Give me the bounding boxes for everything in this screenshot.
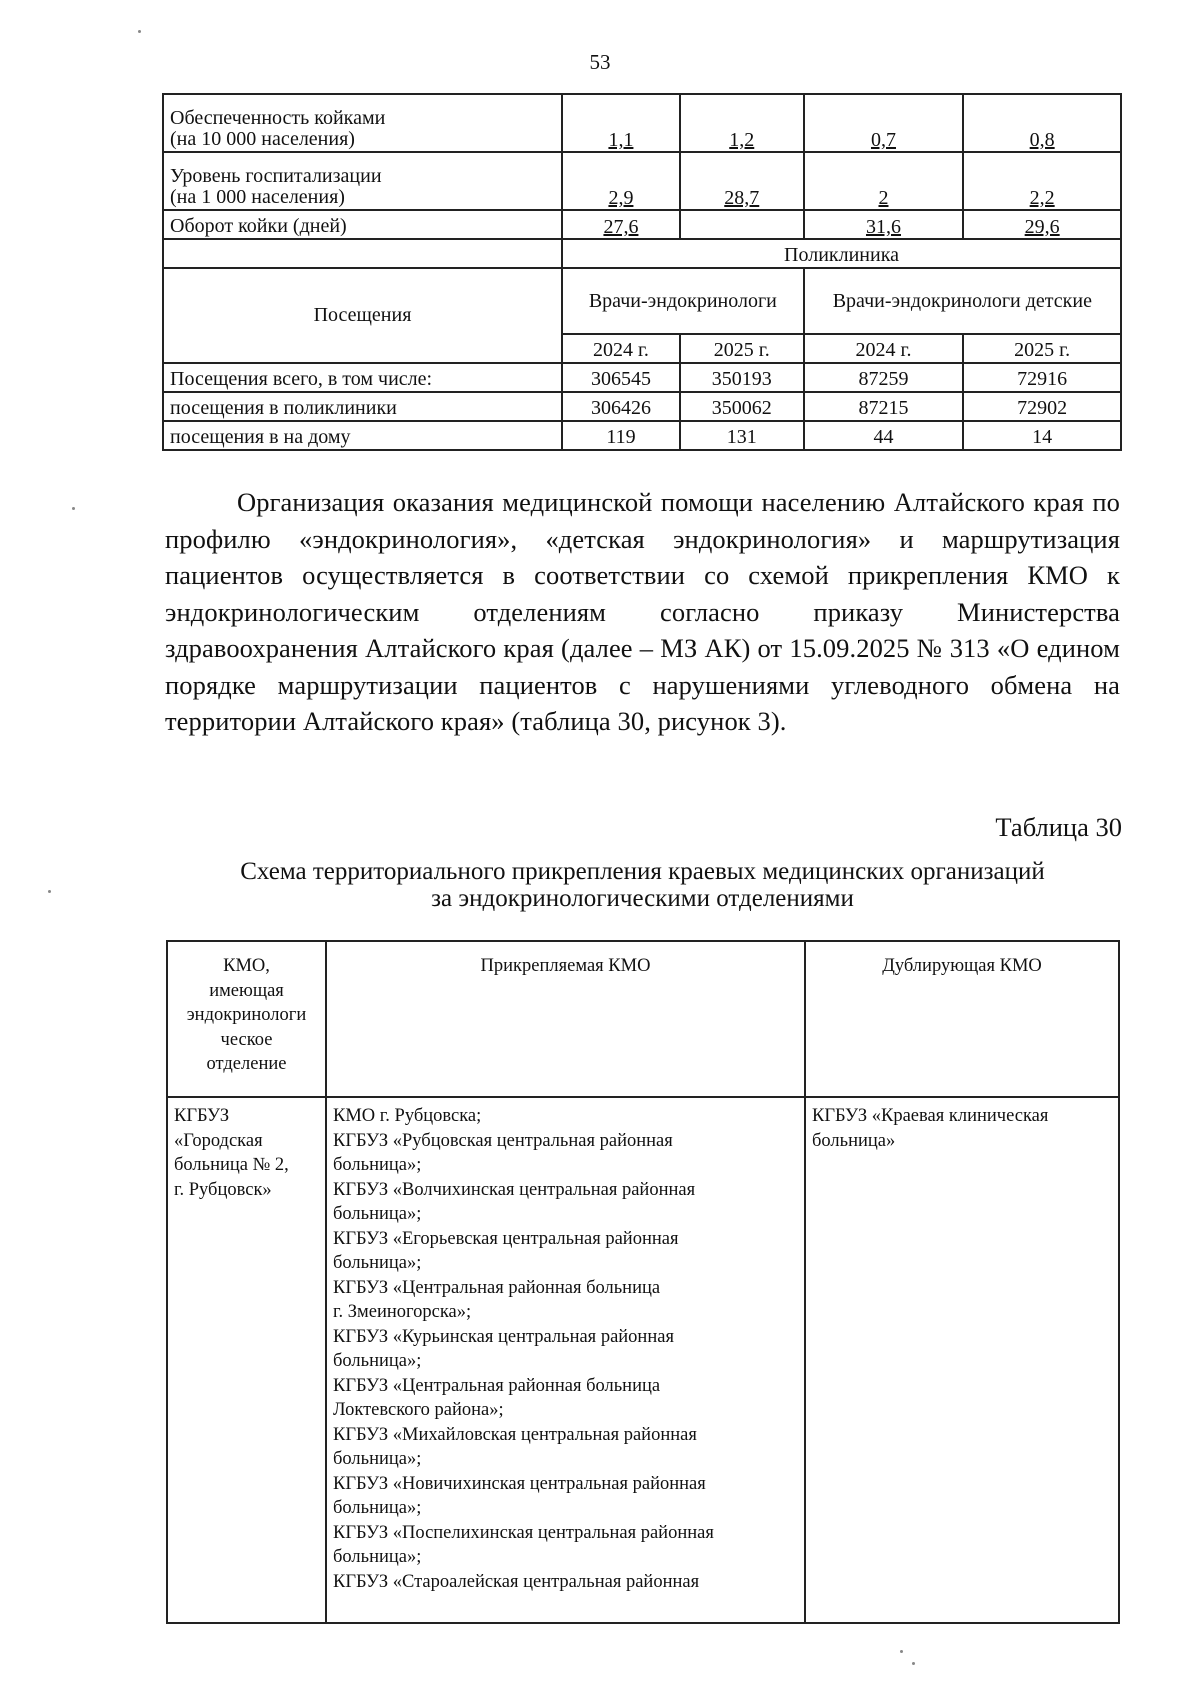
list-item: КГБУЗ «Центральная районная больница (333, 1277, 661, 1298)
table-cell: 0,8 (963, 94, 1121, 152)
table-cell (680, 210, 804, 239)
row-label: Уровень госпитализации (на 1 000 населения) (163, 152, 562, 210)
list-item: больница»; (333, 1253, 422, 1273)
table-cell: 72902 (963, 392, 1121, 421)
attached-cell (326, 1097, 805, 1623)
row-label: Посещения всего, в том числе: (163, 363, 562, 392)
table-cell: 306426 (562, 392, 680, 421)
table-cell: 31,6 (804, 210, 964, 239)
table-title-line: за эндокринологическими отделениями (431, 885, 854, 912)
table-row (163, 421, 1121, 450)
scan-speck (912, 1662, 915, 1665)
table-row (163, 363, 1121, 392)
list-item: Локтевского района»; (333, 1400, 504, 1420)
empty-cell (163, 239, 562, 268)
year-cell: 2024 г. (562, 334, 680, 363)
scan-speck (48, 890, 51, 893)
list-item: больница»; (333, 1547, 422, 1567)
group-header: Врачи-эндокринологи (562, 268, 804, 334)
table-cell: 131 (680, 421, 804, 450)
row-label: Оборот койки (дней) (163, 210, 562, 239)
group-header: Врачи-эндокринологи детские (804, 268, 1121, 334)
header-kmo: КМО, имеющая эндокринологи ческое отделение (167, 941, 326, 1097)
list-item: КГБУЗ «Новичихинская центральная районная (333, 1473, 706, 1494)
table-cell: 1,1 (562, 94, 680, 152)
table-cell: 2,2 (963, 152, 1121, 210)
list-item: больница»; (333, 1498, 422, 1518)
table-cell: 87215 (804, 392, 964, 421)
row-label: посещения в поликлиники (163, 392, 562, 421)
list-item: КГБУЗ «Курьинская центральная районная (333, 1326, 674, 1347)
table-cell: 28,7 (680, 152, 804, 210)
attachment-table (166, 940, 1120, 1624)
list-item: больница»; (333, 1351, 422, 1371)
list-item: КГБУЗ «Егорьевская центральная районная (333, 1228, 679, 1249)
year-cell: 2025 г. (963, 334, 1121, 363)
table-cell: 2 (804, 152, 964, 210)
list-item: г. Змеиногорска»; (333, 1302, 472, 1322)
table-cell: 306545 (562, 363, 680, 392)
visits-label: Посещения (163, 268, 562, 363)
table-title-line: Схема территориального прикрепления краевых медицинских организаций (240, 858, 1045, 885)
table-cell: 29,6 (963, 210, 1121, 239)
page-number: 53 (589, 50, 611, 74)
row-label: Обеспеченность койками (на 10 000 населения) (163, 94, 562, 152)
duplicate-cell: КГБУЗ «Краевая клиническая больница» (805, 1097, 1119, 1623)
table-cell: 72916 (963, 363, 1121, 392)
section-header: Поликлиника (562, 239, 1121, 268)
table-row (163, 210, 1121, 239)
list-item: КГБУЗ «Рубцовская центральная районная (333, 1130, 673, 1151)
scan-speck (138, 30, 141, 33)
table-cell: 44 (804, 421, 964, 450)
list-item: КГБУЗ «Михайловская центральная районная (333, 1424, 697, 1445)
list-item: больница»; (333, 1155, 422, 1175)
body-paragraph: Организация оказания медицинской помощи населению Алтайского края по профилю «эндокринология», «детская эндокринология» и маршрутизация пациентов осуществляется в соответствии со схемой прикрепления КМО к эндокринологическим отделениям согласно приказу Министерства здравоохранения Алтайского края (далее – МЗ АК) от 15.09.2025 № 313 «О едином порядке маршрутизации пациентов с нарушениями углеводного обмена на территории Алтайского края» (таблица 30, рисунок 3). (165, 487, 1120, 736)
table-cell: 14 (963, 421, 1121, 450)
year-cell: 2025 г. (680, 334, 804, 363)
table-row (163, 392, 1121, 421)
table-row (163, 239, 1121, 268)
list-item: КМО г. Рубцовска; (333, 1106, 482, 1126)
list-item: КГБУЗ «Староалейская центральная районная (333, 1571, 700, 1592)
header-attached: Прикрепляемая КМО (326, 941, 805, 1097)
list-item: больница»; (333, 1449, 422, 1469)
table-row (163, 268, 1121, 334)
table-label: Таблица 30 (995, 812, 1122, 842)
table-cell: 350062 (680, 392, 804, 421)
beds-visits-table (162, 93, 1122, 451)
table-title (165, 858, 1120, 912)
list-item: больница»; (333, 1204, 422, 1224)
list-item: КГБУЗ «Центральная районная больница (333, 1375, 661, 1396)
kmo-cell: КГБУЗ «Городская больница № 2, г. Рубцовск» (167, 1097, 326, 1623)
row-label: посещения в на дому (163, 421, 562, 450)
table-row (167, 1097, 1119, 1623)
scan-speck (72, 507, 75, 510)
scan-speck (900, 1650, 903, 1653)
table-cell: 119 (562, 421, 680, 450)
table-row (163, 152, 1121, 210)
header-duplicate: Дублирующая КМО (805, 941, 1119, 1097)
table-row (163, 94, 1121, 152)
table-cell: 0,7 (804, 94, 964, 152)
list-item: КГБУЗ «Волчихинская центральная районная (333, 1179, 696, 1200)
table-cell: 87259 (804, 363, 964, 392)
table-cell: 350193 (680, 363, 804, 392)
table-cell: 1,2 (680, 94, 804, 152)
year-cell: 2024 г. (804, 334, 964, 363)
list-item: КГБУЗ «Поспелихинская центральная районная (333, 1522, 714, 1543)
table-cell: 27,6 (562, 210, 680, 239)
table-cell: 2,9 (562, 152, 680, 210)
table-header-row (167, 941, 1119, 1097)
